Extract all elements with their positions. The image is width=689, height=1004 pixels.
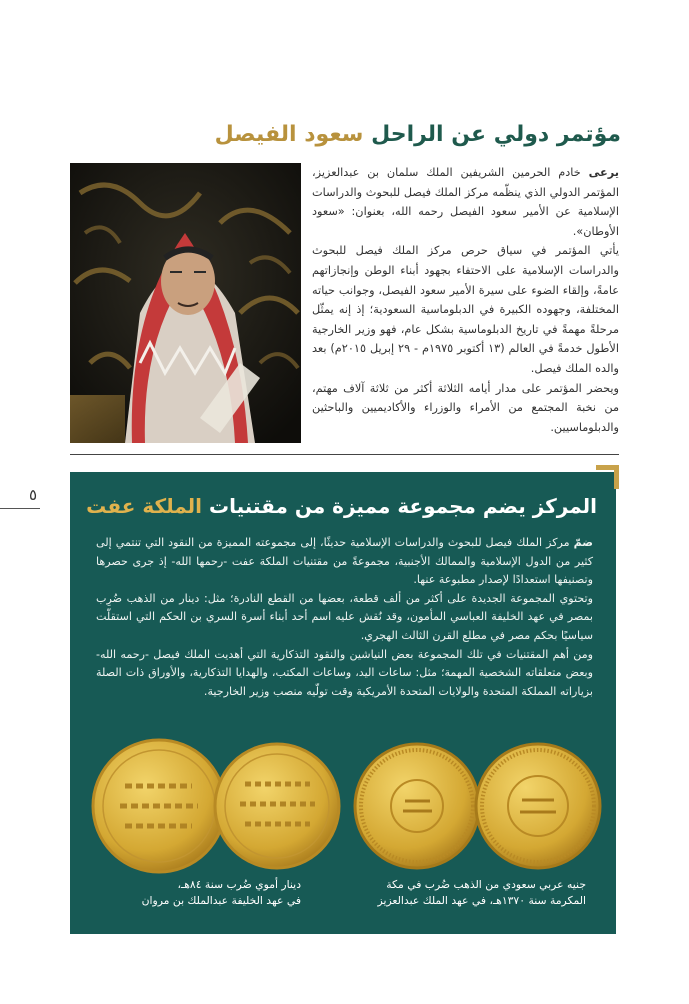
article-title-part2: سعود الفيصل (214, 122, 364, 147)
page-number-rule (0, 508, 40, 509)
intro-text (312, 163, 619, 437)
intro-paragraph-1 (312, 163, 619, 241)
caption-umayyad-dinar-line-1: دينار أموي ضُرب سنة ٨٤هـ، (177, 878, 301, 891)
collection-paragraph-1-text: مركز الملك فيصل للبحوث والدراسات الإسلامية حديثًا، إلى مجموعته المميزة من النقود التي تنتمي إلى كثير من الدول الإسلامية والممالك الأجنبية، مجموعةً من مقتنيات الملكة عفت -رحمها الله- إذ جرى حصرها وتصنيفها استعدادًا لإصدار مطبوعة عنها. (96, 536, 593, 587)
lead-word: يرعى (588, 166, 619, 179)
umayyad-dinar-obverse (93, 740, 225, 872)
intro-paragraph-3: ويحضر المؤتمر على مدار أيامه الثلاثة أكثر من ثلاثة آلاف مهتم، من نخبة المجتمع من الأمراء والوزراء والأكاديميين والباحثين والدبلوماسيين. (312, 381, 619, 434)
corner-accent-horizontal (596, 465, 619, 470)
collection-paragraph-3: ومن أهم المقتنيات في تلك المجموعة بعض النياشين والنقود التذكارية التي أهديت الملك فيصل -رحمه الله- وبعض متعلقاته الشخصية المهمة؛ مثل: ساعات اليد، وساعات المكتب، والهدايا التذكارية، والأوراق ذات الصلة بزياراته المملكة المتحدة والولايات المتحدة الأمريكية وقت تولّيه منصب وزير الخارجية. (96, 647, 593, 698)
saudi-guinea-obverse (355, 744, 479, 868)
umayyad-dinar-reverse (215, 744, 339, 868)
caption-saudi-guinea-line-2: المكرمة سنة ١٣٧٠هـ، في عهد الملك عبدالعزيز (377, 894, 586, 907)
article-title (120, 122, 621, 147)
caption-umayyad-dinar-line-2: في عهد الخليفة عبدالملك بن مروان (141, 894, 301, 907)
portrait-photo (70, 163, 301, 443)
collection-lead-word: ضمّ (573, 536, 593, 549)
section-divider (70, 454, 619, 455)
collection-title-part1: المركز يضم مجموعة مميزة من مقتنيات (209, 494, 597, 518)
saudi-guinea-reverse (476, 744, 600, 868)
coins-row (70, 736, 616, 886)
collection-paragraph-2: وتحتوي المجموعة الجديدة على أكثر من ألف قطعة، بعضها من القطع النادرة؛ مثل: دينار من الذهب ضُرِب بمصر في عهد الخليفة العباسي المأمون، وقد نُقش عليه اسم أحد أبناء أسرة السري بن الحكم التي استقلّت سياسيًا بحكم مصر في مطلع القرن الثالث الهجري. (96, 591, 593, 642)
collection-paragraph-1 (96, 534, 593, 590)
caption-umayyad-dinar (142, 877, 301, 909)
caption-saudi-guinea (378, 877, 587, 909)
intro-paragraph-2: يأتي المؤتمر في سياق حرص مركز الملك فيصل للبحوث والدراسات الإسلامية على الاحتفاء بجهود أبناء الوطن وإنجازاتهم عامةً، وإلقاء الضوء على سيرة الأمير سعود الفيصل، وجوانب حياته المختلفة، وجهوده الكبيرة في الدبلوماسية السعودية؛ إذ إنه يمثّل مرحلةً مهمةً في تاريخ الدبلوماسية بشكل عام، فهو وزير الخارجية الأطول خدمةً في العالم (١٣ أكتوبر ١٩٧٥م - ٢٩ إبريل ٢٠١٥م) بعد والده الملك فيصل. (312, 244, 619, 375)
caption-saudi-guinea-line-1: جنيه عربي سعودي من الذهب ضُرب في مكة (386, 878, 586, 891)
collection-title-part2: الملكة عفت (86, 494, 203, 518)
page-number: ٥ (29, 486, 38, 504)
paragraph-1-text: خادم الحرمين الشريفين الملك سلمان بن عبدالعزيز، المؤتمر الدولي الذي ينظّمه مركز الملك فيصل للبحوث والدراسات الإسلامية عن الأمير سعود الفيصل رحمه الله، بعنوان: «سعود الأوطان». (312, 166, 619, 238)
collection-text (96, 534, 593, 701)
collection-title (86, 494, 597, 518)
article-title-part1: مؤتمر دولي عن الراحل (371, 122, 621, 147)
